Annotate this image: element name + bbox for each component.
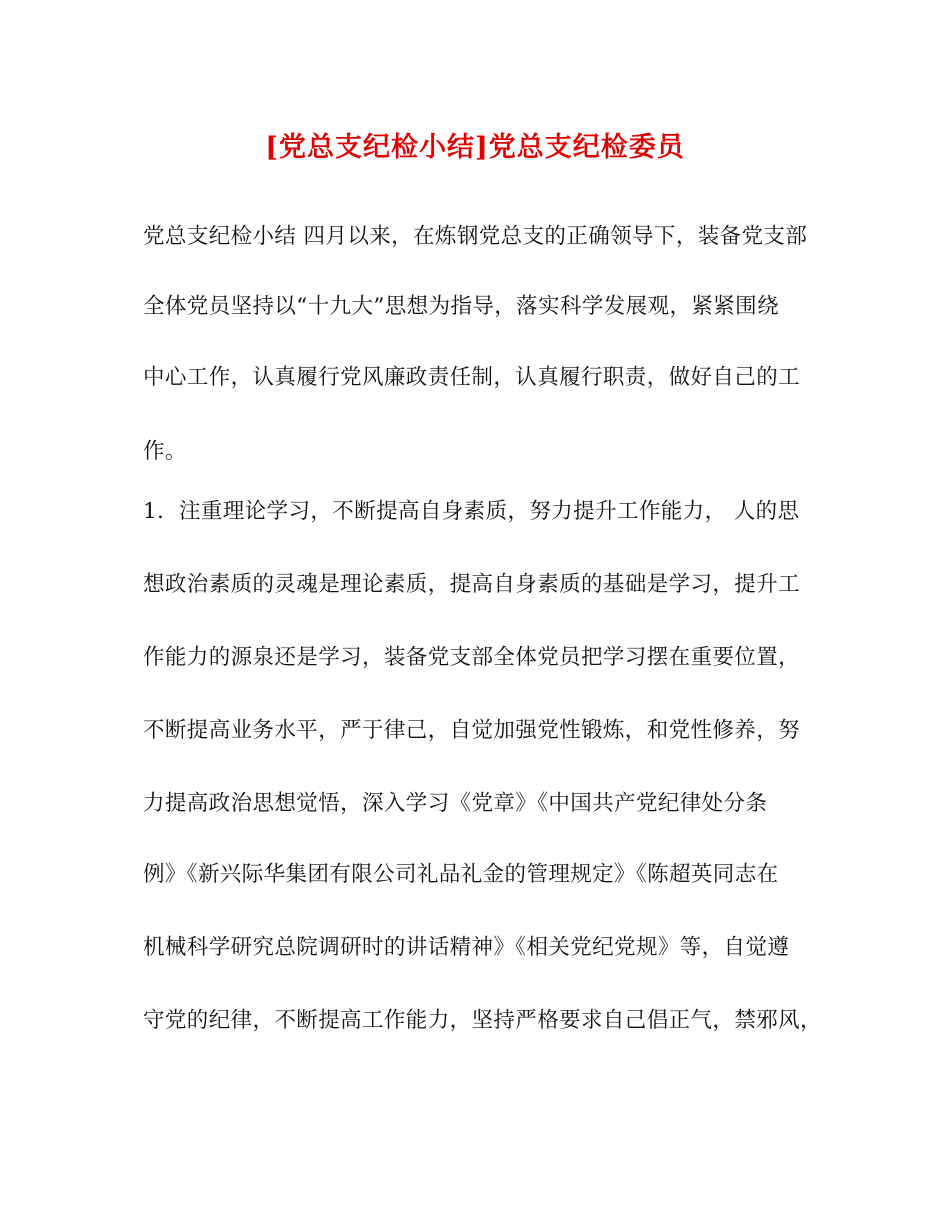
body-line-9: 力提高政治思想觉悟，深入学习《党章》《中国共产党纪律处分条	[143, 791, 768, 816]
body-line-6: 想政治素质的灵魂是理论素质，提高自身素质的基础是学习，提升工	[143, 572, 801, 597]
body-line-10: 例》《新兴际华集团有限公司礼品礼金的管理规定》《陈超英同志在	[143, 862, 779, 887]
body-line-8: 不断提高业务水平，严于律己，自觉加强党性锻炼，和党性修养，努	[143, 718, 801, 743]
body-line-1: 党总支纪检小结 四月以来，在炼钢党总支的正确领导下，装备党支部	[143, 224, 808, 249]
body-line-5: 1．注重理论学习，不断提高自身素质，努力提升工作能力， 人的思	[143, 499, 800, 524]
body-line-2: 全体党员坚持以“十九大”思想为指导，落实科学发展观，紧紧围绕	[143, 294, 779, 319]
body-line-12: 守党的纪律，不断提高工作能力，坚持严格要求自己倡正气，禁邪风，	[143, 1008, 822, 1033]
body-line-7: 作能力的源泉还是学习，装备党支部全体党员把学习摆在重要位置，	[143, 645, 801, 670]
body-line-3: 中心工作，认真履行党风廉政责任制，认真履行职责，做好自己的工	[143, 365, 801, 390]
body-line-4: 作。	[143, 439, 187, 464]
document-title: [党总支纪检小结]党总支纪检委员	[265, 132, 685, 163]
body-line-11: 机械科学研究总院调研时的讲话精神》《相关党纪党规》等，自觉遵	[143, 935, 790, 960]
